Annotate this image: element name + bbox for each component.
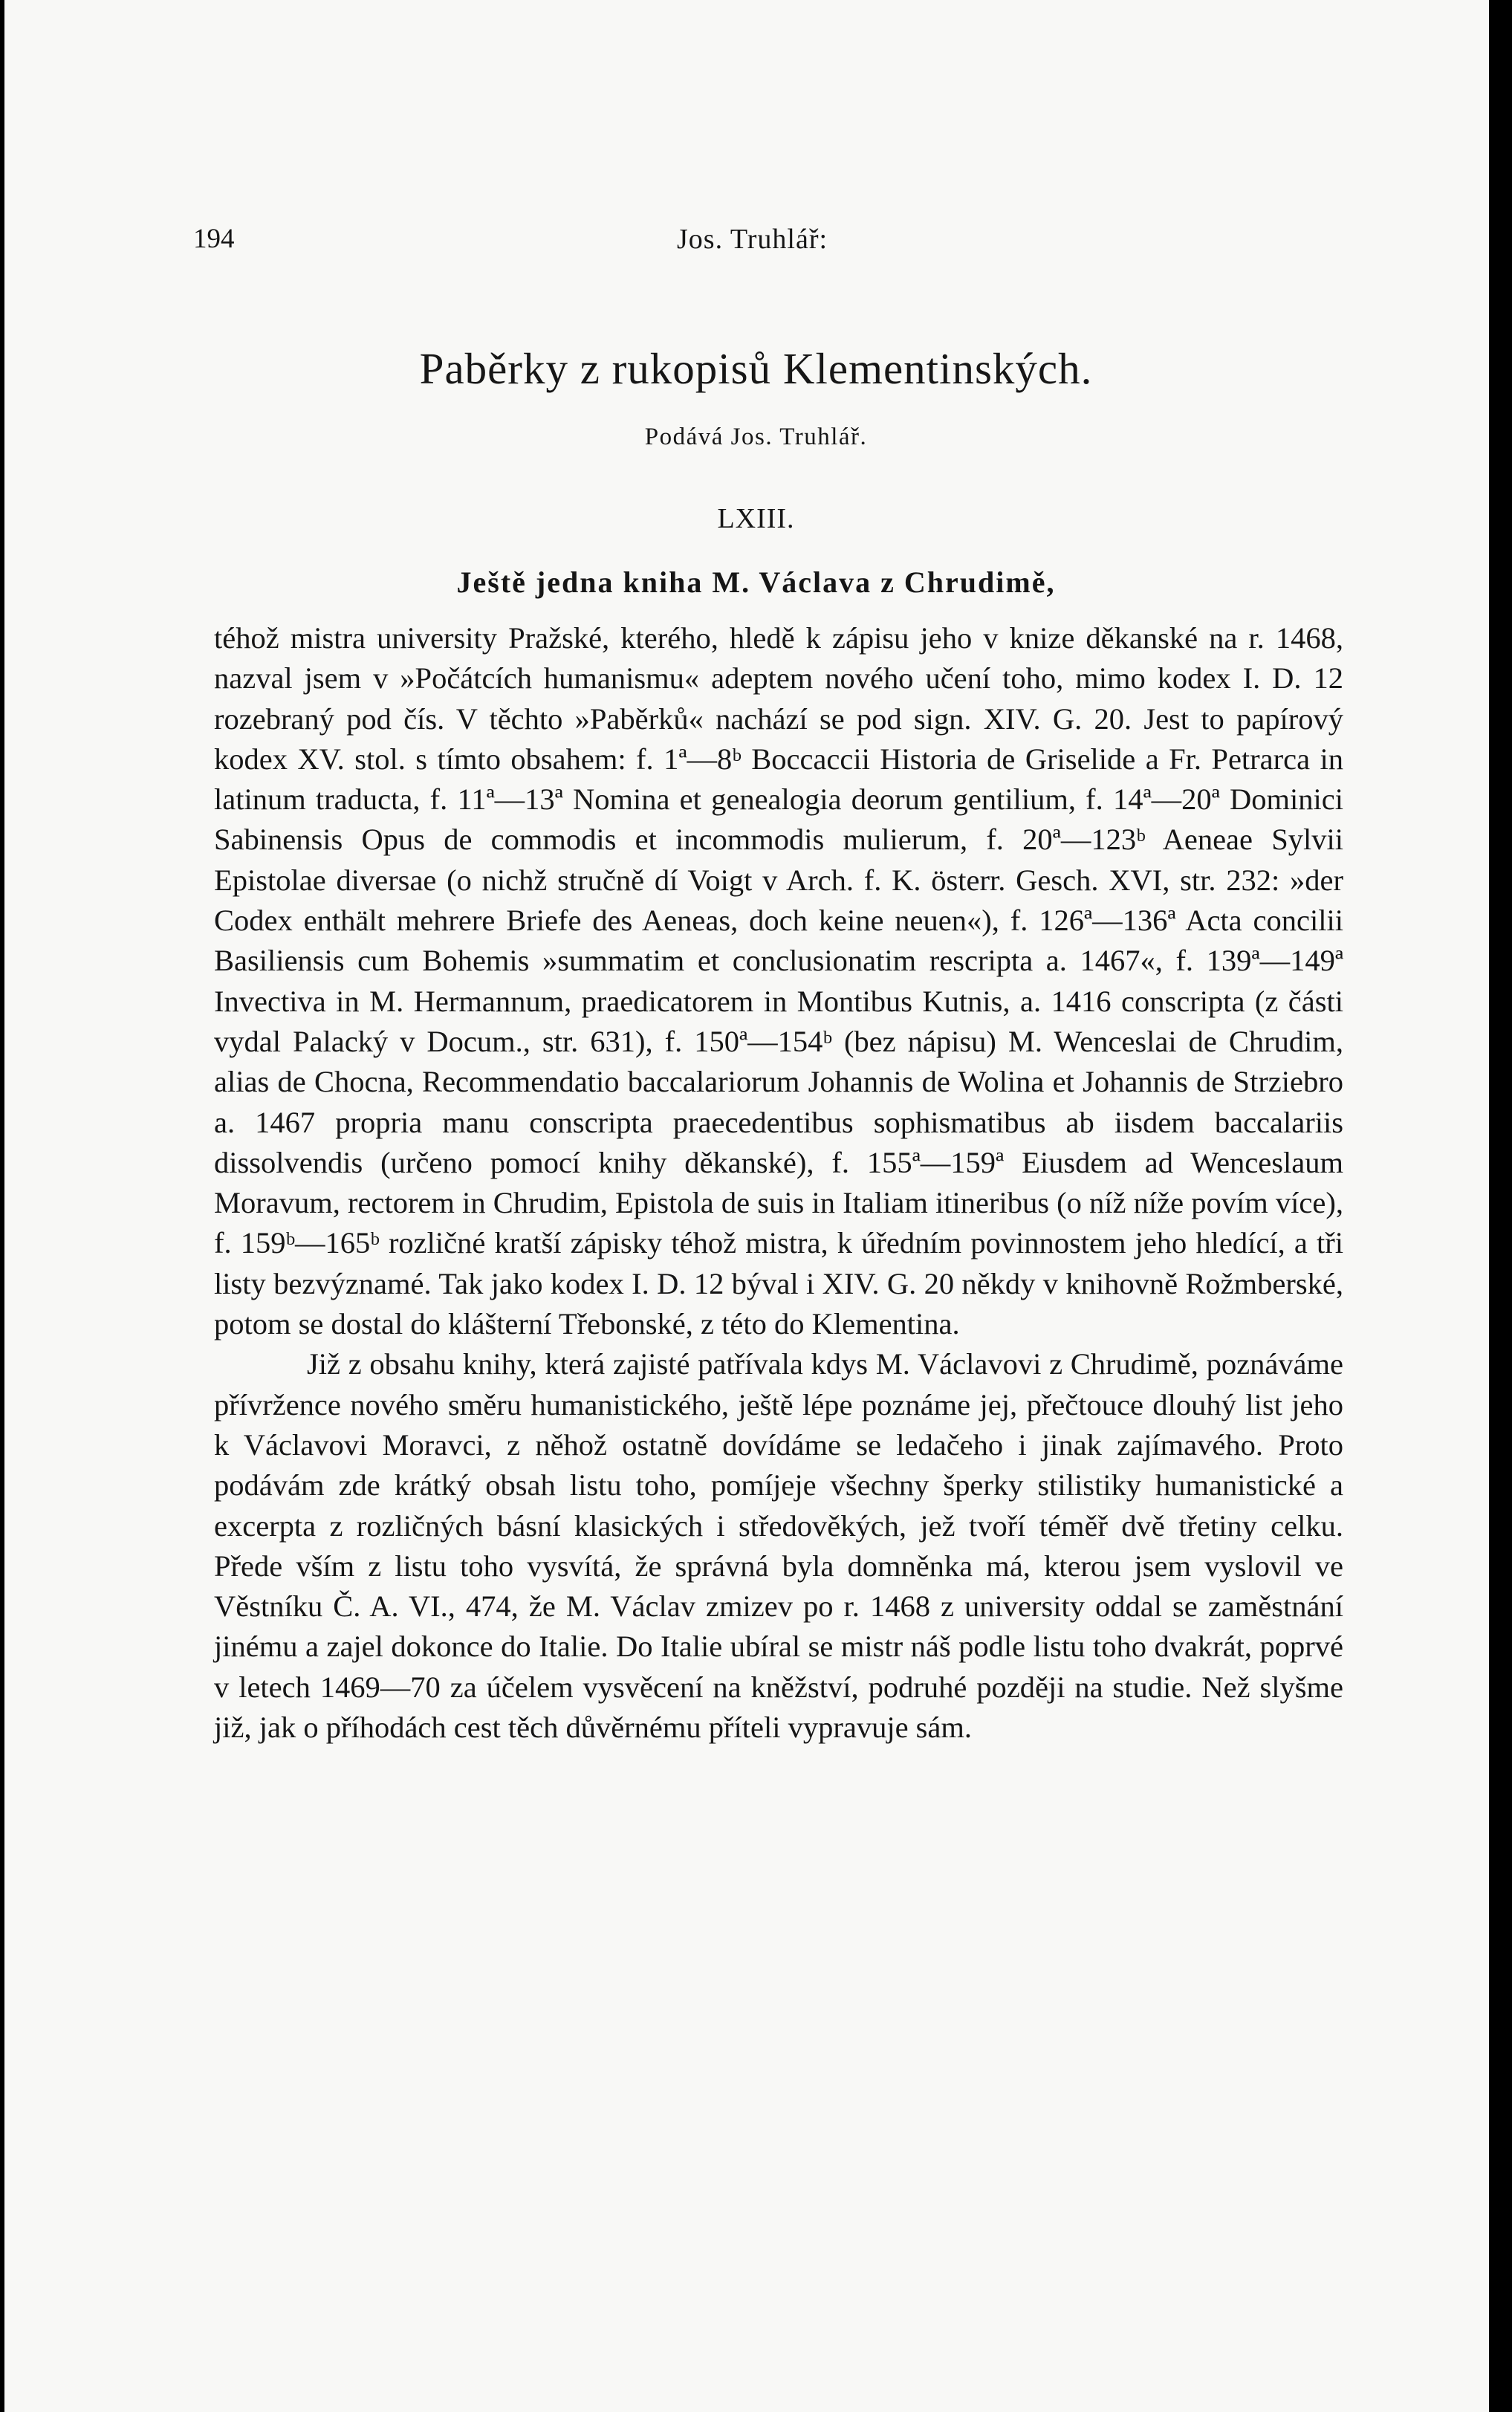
paragraph-1: téhož mistra university Pražské, kterého, hledě k zápisu jeho v knize děkanské na r. 1468, nazval jsem v »Počátcích humanismu« adeptem nového učení toho, mimo kodex I. D. 12 rozebraný pod čís. V těchto »Paběrků« nachází se pod sign. XIV. G. 20. Jest to papírový kodex XV. stol. s tímto obsahem: f. 1ª—8ᵇ Boccaccii Historia de Griselide a Fr. Petrarca in latinum traducta, f. 11ª—13ª Nomina et genealogia deorum gentilium, f. 14ª—20ª Dominici Sabinensis Opus de commodis et incommodis mulierum, f. 20ª—123ᵇ Aeneae Sylvii Epistolae diversae (o nichž stručně dí Voigt v Arch. f. K. österr. Gesch. XVI, str. 232: »der Codex enthält mehrere Briefe des Aeneas, doch keine neuen«), f. 126ª—136ª Acta concilii Basiliensis cum Bohemis »summatim et conclusionatim rescripta a. 1467«, f. 139ª—149ª Invectiva in M. Hermannum, praedicatorem in Montibus Kutnis, a. 1416 conscripta (z části vydal Palacký v Docum., str. 631), f. 150ª—154ᵇ (bez nápisu) M. Wenceslai de Chrudim, alias de Chocna, Recommendatio baccalariorum Johannis de Wolina et Johannis de Strziebro a. 1467 propria manu conscripta praecedentibus sophismatibus ab iisdem baccalariis dissolvendis (určeno pomocí knihy děkanské), f. 155ª—159ª Eiusdem ad Wenceslaum Moravum, rectorem in Chrudim, Epistola de suis in Italiam itineribus (o níž níže povím více), f. 159ᵇ—165ᵇ rozličné kratší zápisky téhož mistra, k úředním povinnostem jeho hledící, a tři listy bezvýznamé. Tak jako kodex I. D. 12 býval i XIV. G. 20 někdy v knihovně Rožmberské, potom se dostal do klášterní Třebonské, z této do Klementina. <box>214 621 1343 1341</box>
running-header <box>193 223 1352 268</box>
page-number: 194 <box>193 224 235 254</box>
body-text <box>214 618 1343 1748</box>
article-title: Paběrky z rukopisů Klementinských. <box>419 344 1093 393</box>
running-head-author: Jos. Truhlář: <box>677 224 828 255</box>
section-heading: Ještě jedna kniha M. Václava z Chrudimě, <box>456 565 1056 599</box>
paragraph-2: Již z obsahu knihy, která zajisté patřívala kdys M. Václavovi z Chrudimě, poznáváme přívržence nového směru humanistického, ještě lépe poznáme jej, přečtouce dlouhý list jeho k Václavovi Moravci, z něhož ostatně dovídáme se ledačeho i jinak zajímavého. Proto podávám zde krátký obsah listu toho, pomíjeje všechny šperky stilistiky humanistické a excerpta z rozličných básní klasických i středověkých, jež tvoří téměř dvě třetiny celku. Přede vším z listu toho vysvítá, že správná byla domněnka má, kterou jsem vyslovil ve Věstníku Č. A. VI., 474, že M. Václav zmizev po r. 1468 z university oddal se zaměstnání jinému a zajel dokonce do Italie. Do Italie ubíral se mistr náš podle listu toho dvakrát, poprvé v letech 1469—70 za účelem vysvěcení na kněžství, podruhé později na studie. Než slyšme již, jak o příhodách cest těch důvěrnému příteli vypravuje sám. <box>214 1347 1343 1745</box>
section-number: LXIII. <box>717 503 795 534</box>
article-byline: Podává Jos. Truhlář. <box>644 424 868 450</box>
